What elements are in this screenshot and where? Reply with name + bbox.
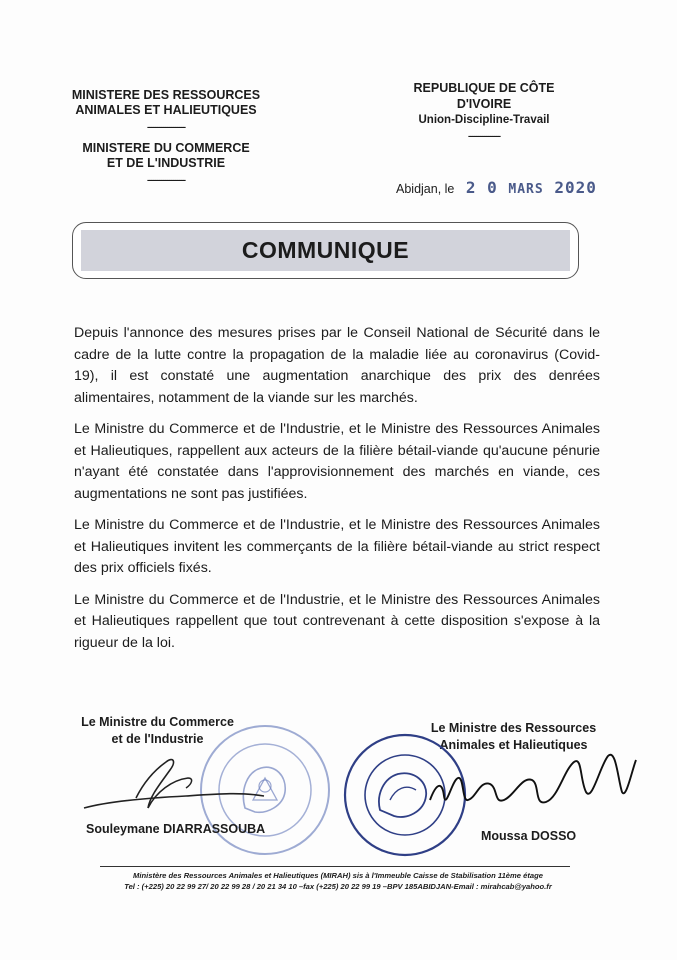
document-title: COMMUNIQUE (241, 237, 410, 263)
issuing-ministries (66, 88, 266, 194)
left-signature-icon (76, 752, 266, 822)
paragraph: Le Ministre du Commerce et de l'Industrie, et le Ministre des Ressources Animales et Halieutiques invitent les commerçants de la filière bétail-viande au strict respect des prix officiels fixés. (74, 517, 600, 576)
footer-divider (100, 866, 570, 867)
right-title-line2: Animales et Halieutiques (439, 738, 588, 752)
national-motto: Union-Discipline-Travail (418, 114, 550, 126)
ministry2-line2: ET DE L'INDUSTRIE (106, 156, 226, 170)
footer-address: Ministère des Ressources Animales et Halieutiques (MIRAH) sis à l'Immeuble Caisse de Stabilisation 11ème étage (133, 871, 543, 880)
ministry1-line2: ANIMALES ET HALIEUTIQUES (75, 103, 257, 117)
separator: ------------------- (147, 175, 185, 185)
left-signatory-name: Souleymane DIARRASSOUBA (86, 822, 266, 836)
right-signatory-name: Moussa DOSSO (481, 829, 577, 843)
left-title-line1: Le Ministre du Commerce (81, 715, 234, 729)
date-prefix: Abidjan, le (396, 182, 455, 196)
dateline (396, 178, 597, 197)
date-stamp (466, 178, 597, 197)
footer (108, 870, 568, 892)
right-title-line1: Le Ministre des Ressources (430, 721, 597, 735)
title-frame (72, 222, 579, 279)
country-name: REPUBLIQUE DE CÔTE D'IVOIRE (413, 81, 555, 111)
republic-header (386, 80, 582, 144)
separator: ------------------- (147, 122, 185, 132)
footer-contact: Tel : (+225) 20 22 99 27/ 20 22 99 28 / 20 21 34 10 –fax (+225) 20 22 99 19 –BPV 185ABIDJAN-Email : mirahcab@yahoo.fr (124, 882, 552, 891)
right-signature-icon (410, 740, 640, 830)
paragraph: Le Ministre du Commerce et de l'Industrie, et le Ministre des Ressources Animales et Halieutiques rappellent que tout contrevenant à cette disposition s'expose à la rigueur de la loi. (74, 591, 600, 651)
ministry1-line1: MINISTERE DES RESSOURCES (71, 88, 261, 102)
paragraph: Le Ministre du Commerce et de l'Industrie, et le Ministre des Ressources Animales et Halieutiques, rappellent aux acteurs de la filière bétail-viande qu'aucune pénurie n'ayant été constatée dans l'approvisionnement des marchés en viande, ces augmentations ne sont pas justifiées. (74, 421, 600, 502)
date-day: 2 0 (465, 178, 498, 197)
title-band (81, 230, 570, 271)
separator: ---------------- (468, 131, 500, 141)
ministry2-line1: MINISTERE DU COMMERCE (82, 141, 250, 155)
left-title-line2: et de l'Industrie (111, 732, 204, 746)
paragraph: Depuis l'annonce des mesures prises par le Conseil National de Sécurité dans le cadre de la lutte contre la propagation de la maladie liée au coronavirus (Covid- 19), il est constaté une augmentation anarchique des prix des denrées alimentaires, notamment de la viande sur les marchés. (74, 325, 600, 406)
date-month: MARS (508, 182, 544, 197)
communique-body (74, 323, 600, 664)
date-year: 2020 (554, 178, 597, 197)
